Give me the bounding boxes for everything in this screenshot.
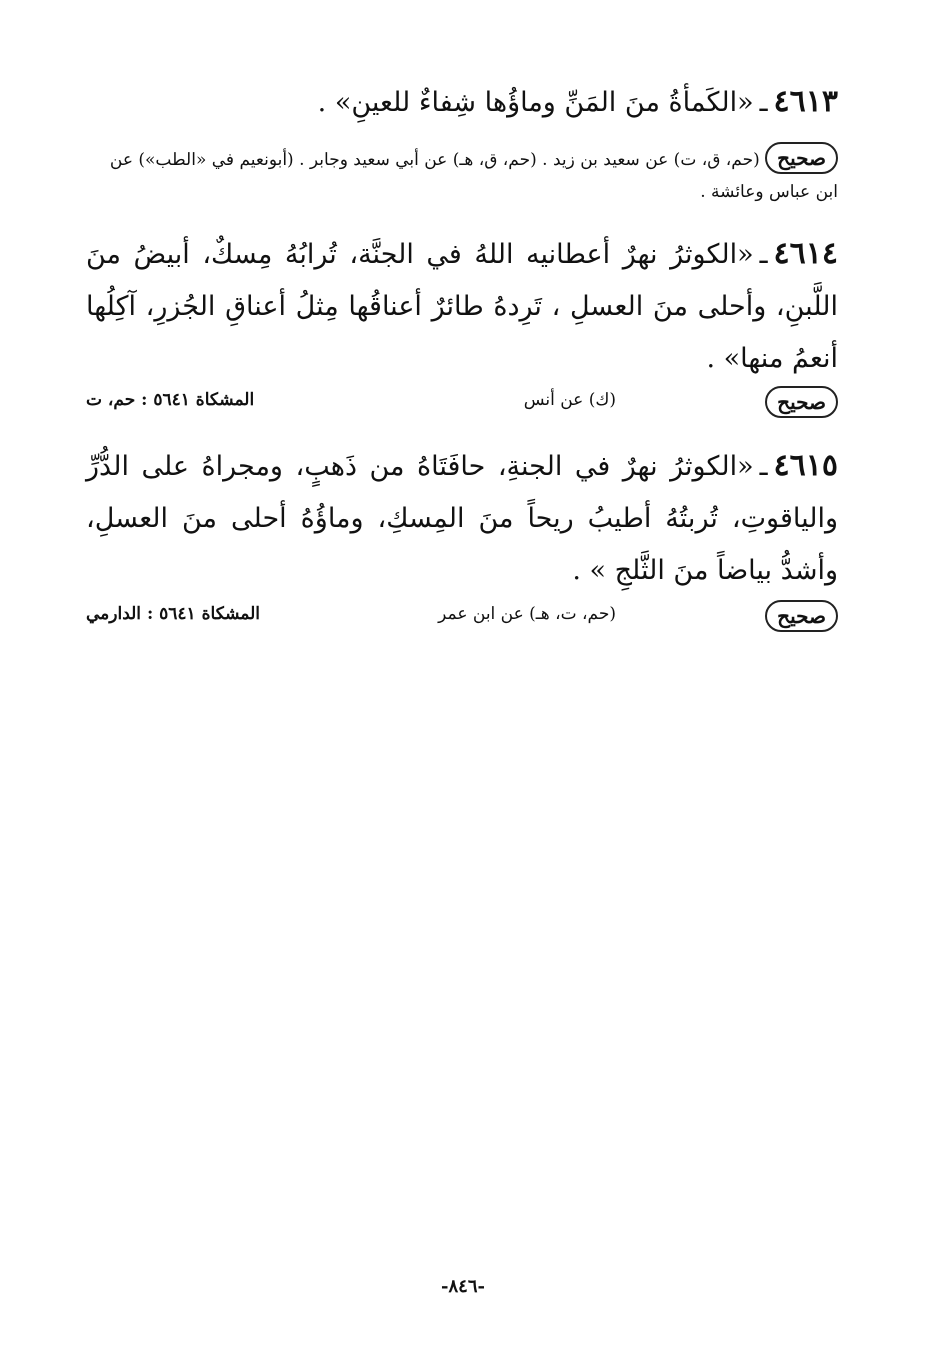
hadith-dash: ـ [759, 451, 768, 482]
grade-badge: صحيح [765, 386, 838, 418]
hadith-4614 [86, 228, 838, 385]
reference: المشكاة ٥٦٤١ : حم، ت [86, 390, 255, 410]
hadith-4615-sources [86, 600, 838, 636]
narrator: (حم، ت، هـ) عن ابن عمر [438, 604, 616, 624]
hadith-4613 [86, 76, 838, 129]
sources-note: (حم، ق، ت) عن سعيد بن زيد . (حم، ق، هـ) عن أبي سعيد وجابر . (أبونعيم في «الطب») عن ابن عباس وعائشة . [109, 150, 838, 202]
hadith-text: «الكوثرُ نهرٌ أعطانيه اللهُ في الجنَّة، تُرابُهُ مِسكٌ، أبيضُ منَ اللَّبنِ، وأحلى منَ العسلِ ، تَرِدهُ طائرٌ أعناقُها مِثلُ أعناقِ الجُزرِ، آكِلُها أنعمُ منها» . [86, 239, 838, 374]
hadith-dash: ـ [759, 239, 768, 270]
hadith-number: ٤٦١٥ [773, 448, 838, 483]
grade-badge: صحيح [765, 600, 838, 632]
hadith-number: ٤٦١٤ [773, 236, 838, 271]
narrator: (ك) عن أنس [523, 390, 616, 410]
hadith-4615 [86, 440, 838, 597]
reference: المشكاة ٥٦٤١ : الدارمي [86, 604, 260, 624]
grade-badge: صحيح [765, 142, 838, 174]
hadith-text: «الكَمأةُ منَ المَنِّ وماؤُها شِفاءٌ للعينِ» . [317, 87, 754, 118]
hadith-dash: ـ [759, 87, 768, 118]
page-number: -٨٤٦- [441, 1276, 485, 1297]
hadith-4614-sources [86, 386, 838, 422]
hadith-number: ٤٦١٣ [773, 84, 838, 119]
hadith-4613-sources [86, 142, 838, 208]
hadith-text: «الكوثرُ نهرٌ في الجنةِ، حافَتَاهُ من ذَهبٍ، ومجراهُ على الدُّرِّ والياقوتِ، تُربتُهُ أطيبُ ريحاً منَ المِسكِ، وماؤُهُ أحلى منَ العسلِ، وأشدُّ بياضاً منَ الثَّلجِ » . [86, 451, 838, 586]
